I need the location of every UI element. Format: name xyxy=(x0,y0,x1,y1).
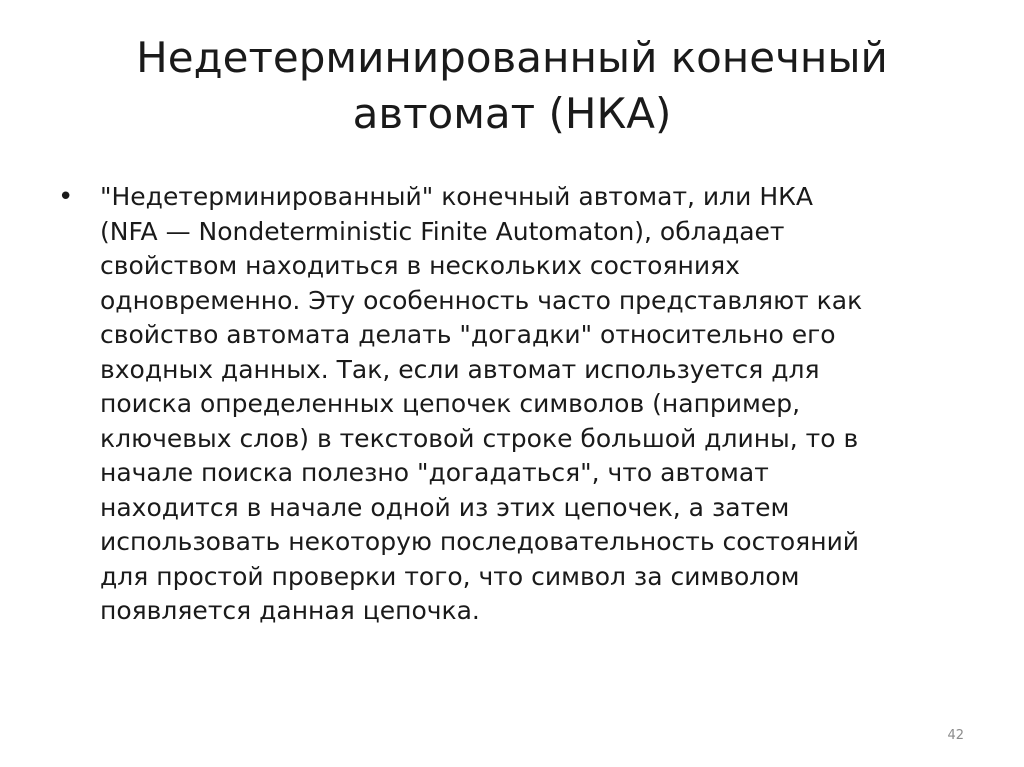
bullet-dot-icon: • xyxy=(58,182,74,212)
bullet-text-line: свойством находиться в нескольких состояниях xyxy=(100,251,740,280)
slide-title-line-2: автомат (НКА) xyxy=(352,89,672,138)
bullet-text-line: находится в начале одной из этих цепочек, а затем xyxy=(100,492,790,522)
bullet-text-line: (NFA — Nondeterministic Finite Automaton), обладает xyxy=(100,216,785,246)
bullet-text-line: для простой проверки того, что символ за символом xyxy=(100,561,800,591)
slide-title-line-1: Недетерминированный конечный xyxy=(136,33,888,82)
bullet-text-line: поиска определенных цепочек символов (например, xyxy=(100,389,801,418)
slide-content xyxy=(58,180,968,629)
bullet-item xyxy=(58,180,968,629)
bullet-text-line: "Недетерминированный" конечный автомат, или НКА xyxy=(100,182,813,211)
bullet-text-line: входных данных. Так, если автомат используется для xyxy=(100,354,820,384)
bullet-text-line: ключевых слов) в текстовой строке большой длины, то в xyxy=(100,423,859,453)
bullet-text-line: появляется данная цепочка. xyxy=(100,596,480,625)
bullet-text-line: свойство автомата делать "догадки" относительно его xyxy=(100,320,836,349)
bullet-text-line: одновременно. Эту особенность часто представляют как xyxy=(100,285,863,315)
bullet-text-line: начале поиска полезно "догадаться", что автомат xyxy=(100,458,769,487)
bullet-text-line: использовать некоторую последовательность состояний xyxy=(100,527,860,556)
slide-title xyxy=(60,30,964,142)
bullet-text xyxy=(100,180,960,629)
page-number: 42 xyxy=(947,728,964,743)
